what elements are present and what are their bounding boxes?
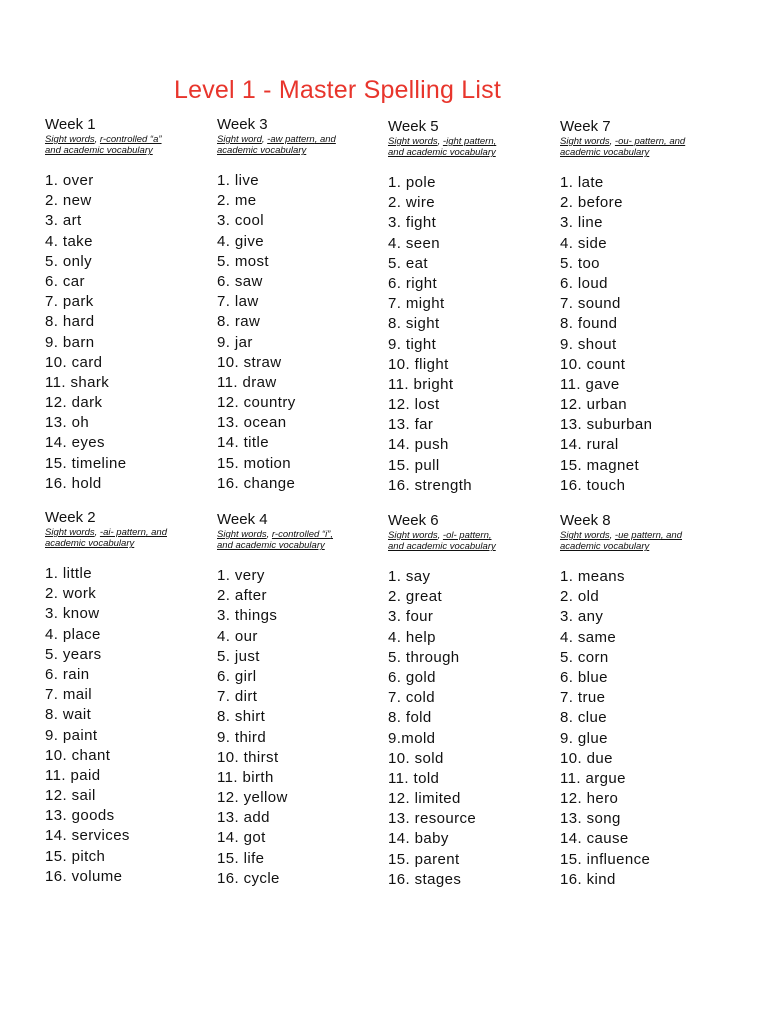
list-item: 10. sold — [388, 749, 444, 767]
week-4-block — [217, 511, 389, 889]
list-item: 16. hold — [45, 474, 102, 492]
list-item: 5. too — [560, 254, 600, 272]
list-item: 1. pole — [388, 174, 436, 191]
list-item: 16. cycle — [217, 869, 280, 887]
list-item: 2. new — [45, 192, 92, 210]
pattern-label: -ai- pattern — [99, 527, 146, 538]
list-item: 11. paid — [45, 766, 101, 784]
conjunction-label: , — [488, 530, 492, 541]
list-item: 11. draw — [217, 373, 277, 391]
list-item: 14. services — [45, 827, 130, 845]
list-item: 2. old — [560, 588, 600, 606]
sight-words-label: Sight words — [388, 136, 438, 147]
conjunction-label: , — [330, 529, 333, 540]
list-item: 5. most — [217, 252, 269, 270]
list-item: 8. hard — [45, 313, 95, 331]
conjunction-label: , — [493, 136, 497, 147]
separator: , — [94, 134, 100, 145]
list-item: 16. touch — [560, 476, 626, 494]
word-list — [45, 564, 217, 887]
week-heading: Week 6 — [388, 512, 439, 529]
list-item: 10. chant — [45, 746, 111, 764]
word-list — [217, 171, 389, 494]
separator: , — [266, 529, 272, 540]
week-description-line-1 — [217, 134, 389, 145]
list-item: 3. art — [45, 212, 82, 230]
word-list — [388, 567, 560, 890]
week-description — [560, 136, 732, 158]
list-item: 5. through — [388, 648, 460, 666]
list-item: 15. pull — [388, 456, 440, 474]
week-description-line-1 — [388, 136, 560, 147]
week-description-line-2: and academic vocabulary — [388, 541, 496, 552]
list-item: 4. seen — [388, 234, 441, 252]
list-item: 2. after — [217, 587, 267, 605]
week-description — [388, 136, 560, 158]
list-item: 10. due — [560, 749, 613, 767]
word-list — [217, 566, 389, 889]
list-item: 1. live — [217, 172, 259, 189]
list-item: 13. goods — [45, 807, 115, 825]
list-item: 8. clue — [560, 709, 607, 727]
list-item: 11. shark — [45, 373, 110, 391]
week-3-block — [217, 116, 389, 494]
list-item: 6. girl — [217, 667, 257, 685]
separator: , — [94, 527, 100, 538]
list-item: 14. baby — [388, 830, 449, 848]
week-description-line-1 — [560, 136, 732, 147]
list-item: 13. far — [388, 416, 434, 434]
list-item: 3. know — [45, 605, 100, 623]
list-item: 9. glue — [560, 729, 608, 747]
list-item: 11. told — [388, 769, 440, 787]
week-heading: Week 4 — [217, 511, 268, 528]
list-item: 15. parent — [388, 850, 460, 868]
conjunction-label: , and — [145, 527, 167, 538]
list-item: 8. found — [560, 315, 618, 333]
week-description-line-2: academic vocabulary — [560, 541, 650, 552]
list-item: 12. sail — [45, 787, 96, 805]
list-item: 6. blue — [560, 668, 608, 686]
separator: , — [437, 530, 443, 541]
list-item: 7. mail — [45, 686, 92, 704]
list-item: 12. country — [217, 394, 296, 412]
week-2-block — [45, 509, 217, 887]
list-item: 6. rain — [45, 665, 90, 683]
week-description-line-1 — [45, 527, 217, 538]
list-item: 3. any — [560, 608, 604, 626]
list-item: 1. little — [45, 565, 92, 582]
week-description — [388, 530, 560, 552]
list-item: 6. right — [388, 274, 438, 292]
week-description — [45, 527, 217, 549]
list-item: 9. jar — [217, 333, 253, 351]
list-item: 9. barn — [45, 333, 95, 351]
week-description — [45, 134, 217, 156]
list-item: 1. means — [560, 568, 625, 585]
sight-words-label: Sight words — [217, 529, 267, 540]
list-item: 10. flight — [388, 355, 449, 373]
list-item: 3. line — [560, 214, 603, 232]
list-item: 7. dirt — [217, 688, 258, 706]
list-item: 12. urban — [560, 396, 627, 414]
list-item: 15. magnet — [560, 456, 640, 474]
week-description-line-2: academic vocabulary — [217, 145, 307, 156]
list-item: 9. shout — [560, 335, 617, 353]
list-item: 2. work — [45, 585, 97, 603]
list-item: 12. lost — [388, 396, 440, 414]
list-item: 13. resource — [388, 810, 477, 828]
conjunction-label: , and — [660, 530, 683, 541]
list-item: 13. suburban — [560, 416, 653, 434]
list-item: 1. say — [388, 568, 431, 585]
list-item: 3. cool — [217, 212, 264, 230]
conjunction-label: , and — [664, 136, 686, 147]
list-item: 9. tight — [388, 335, 437, 353]
list-item: 6. car — [45, 272, 85, 290]
week-description-line-1 — [388, 530, 560, 541]
list-item: 12. limited — [388, 790, 461, 808]
list-item: 8. raw — [217, 313, 261, 331]
week-description — [217, 529, 389, 551]
list-item: 15. timeline — [45, 454, 127, 472]
week-heading: Week 8 — [560, 512, 611, 529]
list-item: 10. thirst — [217, 748, 279, 766]
word-list — [45, 171, 217, 494]
list-item: 4. give — [217, 232, 264, 250]
list-item: 2. before — [560, 194, 623, 212]
list-item: 13. oh — [45, 414, 90, 432]
week-heading: Week 1 — [45, 116, 96, 133]
pattern-label: r-controlled “a” — [99, 134, 162, 145]
list-item: 16. stages — [388, 870, 462, 888]
list-item: 1. over — [45, 172, 94, 189]
list-item: 14. got — [217, 829, 266, 847]
list-item: 4. take — [45, 232, 93, 250]
list-item: 16. kind — [560, 870, 616, 888]
list-item: 4. same — [560, 628, 617, 646]
list-item: 11. argue — [560, 769, 626, 787]
list-item: 15. life — [217, 849, 265, 867]
list-item: 2. wire — [388, 194, 435, 212]
week-description-line-2: and academic vocabulary — [45, 145, 153, 156]
sight-words-label: Sight word — [217, 134, 262, 145]
list-item: 14. cause — [560, 830, 629, 848]
list-item: 7. true — [560, 689, 606, 707]
week-description-line-2: and academic vocabulary — [388, 147, 496, 158]
week-heading: Week 7 — [560, 118, 611, 135]
week-description-line-2: academic vocabulary — [560, 147, 650, 158]
list-item: 5. eat — [388, 254, 428, 272]
week-1-block — [45, 116, 217, 494]
pattern-label: -ue pattern — [614, 530, 661, 541]
separator: , — [437, 136, 443, 147]
list-item: 5. only — [45, 252, 92, 270]
pattern-label: r-controlled “i” — [271, 529, 331, 540]
list-item: 13. ocean — [217, 414, 287, 432]
list-item: 8. shirt — [217, 708, 266, 726]
list-item: 6. saw — [217, 272, 263, 290]
list-item: 11. bright — [388, 375, 454, 393]
list-item: 3. four — [388, 608, 434, 626]
list-item: 6. loud — [560, 274, 608, 292]
word-list — [560, 173, 732, 496]
week-8-block — [560, 512, 732, 890]
list-item: 9. third — [217, 728, 267, 746]
separator: , — [609, 530, 615, 541]
week-description-line-2: and academic vocabulary — [217, 540, 325, 551]
sight-words-label: Sight words — [388, 530, 438, 541]
separator: , — [609, 136, 615, 147]
list-item: 7. sound — [560, 295, 621, 313]
list-item: 5. corn — [560, 648, 609, 666]
week-description-line-2: academic vocabulary — [45, 538, 135, 549]
list-item: 2. me — [217, 192, 257, 210]
week-heading: Week 5 — [388, 118, 439, 135]
conjunction-label: , and — [314, 134, 336, 145]
list-item: 11. birth — [217, 768, 274, 786]
list-item: 2. great — [388, 588, 443, 606]
list-item: 14. eyes — [45, 434, 105, 452]
list-item: 7. might — [388, 295, 445, 313]
list-item: 8. wait — [45, 706, 92, 724]
list-item: 12. dark — [45, 394, 103, 412]
week-description-line-1 — [217, 529, 389, 540]
week-7-block — [560, 118, 732, 496]
week-description-line-1 — [45, 134, 217, 145]
week-heading: Week 2 — [45, 509, 96, 526]
list-item: 1. very — [217, 567, 265, 584]
list-item: 8. sight — [388, 315, 440, 333]
list-item: 13. song — [560, 810, 621, 828]
word-list — [560, 567, 732, 890]
list-item: 4. our — [217, 627, 258, 645]
pattern-label: -ight pattern — [442, 136, 494, 147]
week-description-line-1 — [560, 530, 732, 541]
list-item: 7. cold — [388, 689, 435, 707]
list-item: 6. gold — [388, 668, 436, 686]
week-description — [217, 134, 389, 156]
list-item: 14. push — [388, 436, 449, 454]
week-5-block — [388, 118, 560, 496]
list-item: 12. yellow — [217, 789, 288, 807]
list-item: 4. place — [45, 625, 101, 643]
list-item: 9.mold — [388, 729, 436, 747]
pattern-label: -aw pattern — [267, 134, 315, 145]
list-item: 13. add — [217, 809, 270, 827]
list-item: 15. pitch — [45, 847, 106, 865]
separator: , — [261, 134, 268, 145]
list-item: 5. just — [217, 647, 260, 665]
list-item: 15. influence — [560, 850, 651, 868]
list-item: 4. help — [388, 628, 436, 646]
list-item: 10. straw — [217, 353, 282, 371]
list-item: 14. rural — [560, 436, 619, 454]
week-heading: Week 3 — [217, 116, 268, 133]
list-item: 4. side — [560, 234, 607, 252]
list-item: 7. park — [45, 293, 94, 311]
list-item: 16. strength — [388, 476, 473, 494]
pattern-label: -ou- pattern — [614, 136, 665, 147]
list-item: 10. count — [560, 355, 626, 373]
list-item: 12. hero — [560, 790, 619, 808]
list-item: 8. fold — [388, 709, 432, 727]
sight-words-label: Sight words — [560, 136, 610, 147]
word-list — [388, 173, 560, 496]
list-item: 11. gave — [560, 375, 620, 393]
list-item: 10. card — [45, 353, 103, 371]
list-item: 16. change — [217, 474, 296, 492]
pattern-label: -ol- pattern — [442, 530, 489, 541]
list-item: 14. title — [217, 434, 269, 452]
list-item: 15. motion — [217, 454, 292, 472]
list-item: 3. things — [217, 607, 278, 625]
list-item: 7. law — [217, 293, 259, 311]
list-item: 9. paint — [45, 726, 98, 744]
week-6-block — [388, 512, 560, 890]
sight-words-label: Sight words — [45, 134, 95, 145]
page-title: Level 1 - Master Spelling List — [174, 76, 501, 104]
list-item: 5. years — [45, 645, 102, 663]
list-item: 3. fight — [388, 214, 437, 232]
list-item: 1. late — [560, 174, 604, 191]
sight-words-label: Sight words — [45, 527, 95, 538]
week-description — [560, 530, 732, 552]
list-item: 16. volume — [45, 867, 123, 885]
sight-words-label: Sight words — [560, 530, 610, 541]
